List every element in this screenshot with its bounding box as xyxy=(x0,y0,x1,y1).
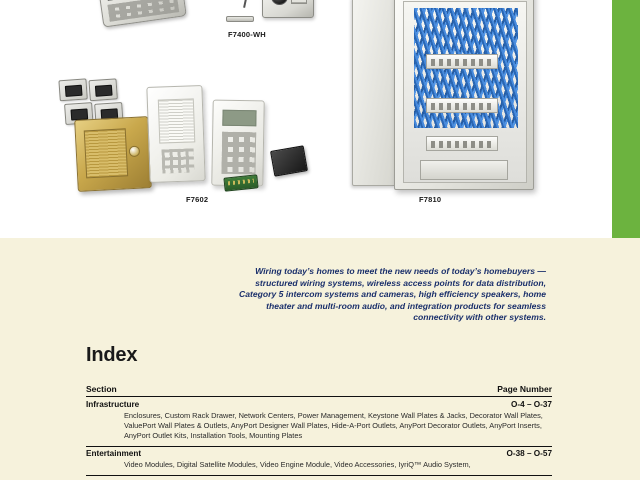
index-panel xyxy=(0,238,640,480)
microphone-wire xyxy=(243,0,251,8)
index-group-entertainment xyxy=(86,447,552,476)
intercom-keypad xyxy=(162,148,195,173)
station-display xyxy=(222,110,256,127)
module-item xyxy=(88,78,117,101)
section-tab xyxy=(612,0,640,238)
enclosure-module-row xyxy=(420,160,508,180)
enclosure-door xyxy=(352,0,396,186)
column-header-page: Page Number xyxy=(497,384,552,394)
intercom-master-station-photo xyxy=(211,100,264,187)
black-accessory-photo xyxy=(270,145,308,177)
page-title: Index xyxy=(86,344,138,366)
index-table xyxy=(86,384,552,476)
wiring-enclosure-photo xyxy=(352,0,542,190)
index-group-description: Video Modules, Digital Satellite Modules, Video Engine Module, Video Accessories, IyriQ™ Audio System, xyxy=(124,460,471,470)
remote-control-photo xyxy=(97,0,187,28)
white-intercom-plate-photo xyxy=(146,85,205,183)
caption-f7810: F7810 xyxy=(419,195,442,204)
station-keypad xyxy=(221,132,256,175)
index-group-pages: O-38 – O-57 xyxy=(506,449,552,459)
index-group-name: Infrastructure xyxy=(86,399,140,409)
product-photo-banner xyxy=(0,0,640,238)
caption-f7400wh: F7400-WH xyxy=(228,30,266,39)
enclosure-interior xyxy=(403,1,527,183)
camera-lens-icon xyxy=(271,0,288,5)
camera-speaker-grille xyxy=(291,0,307,4)
patch-panel xyxy=(426,98,498,113)
microphone-base xyxy=(226,16,254,22)
camera-module-photo xyxy=(262,0,314,18)
enclosure-body xyxy=(394,0,534,190)
brass-intercom-plate-photo xyxy=(74,116,152,192)
index-group-row[interactable] xyxy=(86,447,552,461)
intercom-call-button xyxy=(129,146,141,158)
patch-panel xyxy=(426,136,498,151)
circuit-board-photo xyxy=(223,174,258,191)
intercom-speaker-grille xyxy=(84,128,128,178)
column-header-section: Section xyxy=(86,384,117,394)
module-item xyxy=(58,78,87,101)
caption-f7602: F7602 xyxy=(186,195,209,204)
index-group-row[interactable] xyxy=(86,397,552,411)
patch-panel xyxy=(426,54,498,69)
module-port xyxy=(95,85,113,97)
index-group-name: Entertainment xyxy=(86,449,142,459)
microphone-photo xyxy=(232,0,262,8)
intercom-speaker-grille xyxy=(158,98,196,143)
index-group-pages: O-4 – O-37 xyxy=(511,399,552,409)
index-group-infrastructure xyxy=(86,397,552,447)
index-table-header xyxy=(86,384,552,397)
index-group-description: Enclosures, Custom Rack Drawer, Network Centers, Power Management, Keystone Wall Plates & Jacks, Decorator Wall Plates, ValuePort Wall Plates & Outlets, AnyPort Designer Wall Plates, Hide-A-Port Outlets, AnyPort Decorator Outlets, AnyPort Inserts, AnyPort Outlet Kits, Installation Tools, Mounting Plates xyxy=(124,410,543,441)
camera-kit-photo xyxy=(218,0,314,24)
module-port xyxy=(65,85,83,97)
remote-keypad xyxy=(107,0,179,22)
pull-quote: Wiring today’s homes to meet the new needs of today’s homebuyers — structured wiring systems, wireless access points for data distribution, Category 5 intercom systems and cameras, high efficiency speakers, home theater and multi-room audio, and integration products for seamless connectivity with other systems. xyxy=(239,266,546,323)
